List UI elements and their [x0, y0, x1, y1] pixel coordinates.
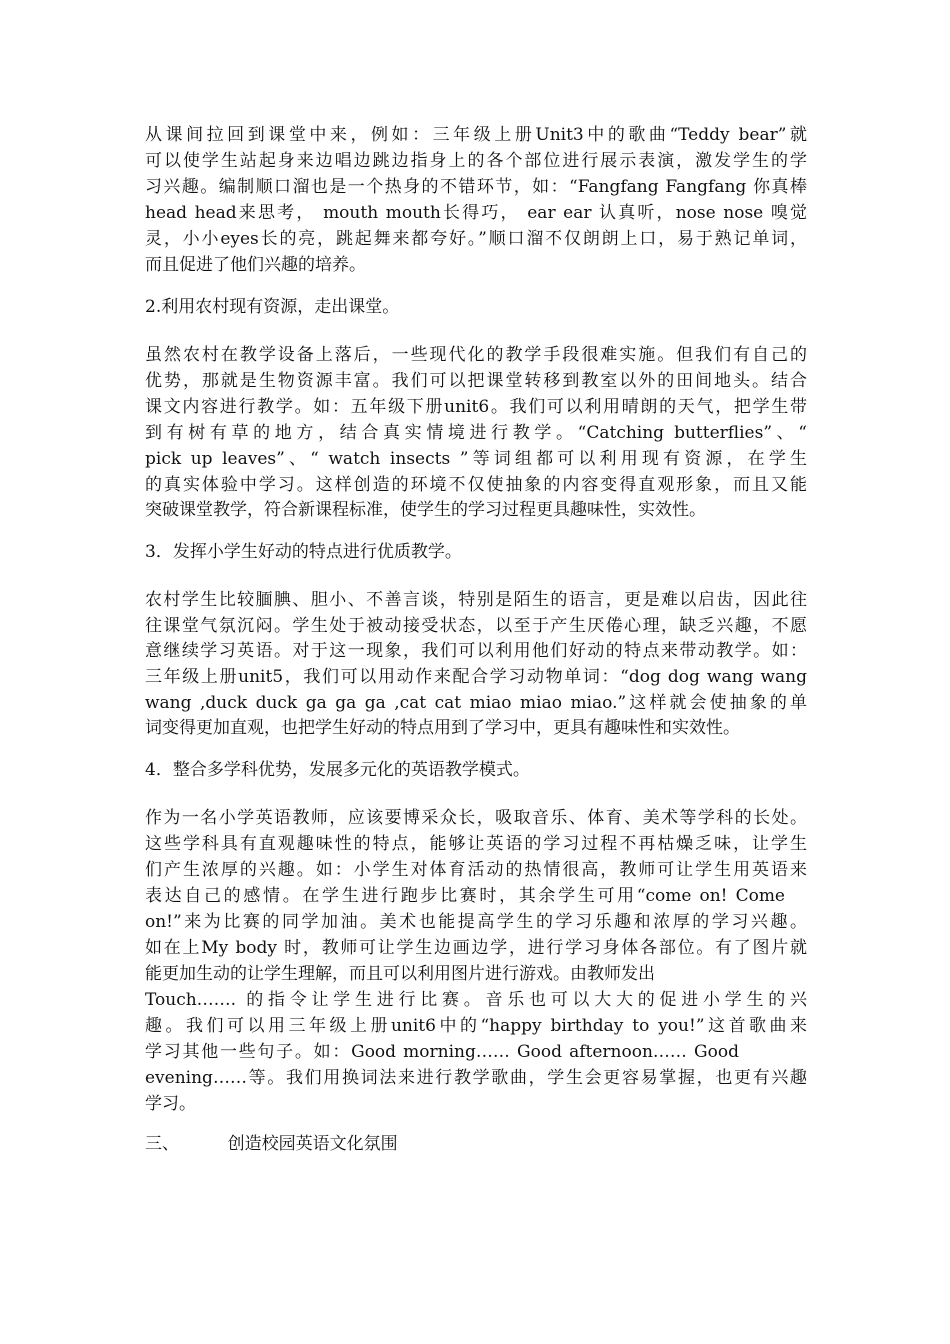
paragraph-2-line-5: pick up leaves”、“ watch insects ”等词组都可以利用现有资源，在学生 [145, 449, 807, 469]
paragraph-1-line-1: 从课间拉回到课堂中来，例如：三年级上册Unit3中的歌曲“Teddy bear”就 [145, 125, 807, 145]
paragraph-4-line-1: 作为一名小学英语教师，应该要博采众长，吸取音乐、体育、美术等学科的长处。 [145, 808, 807, 828]
paragraph-4-line-3: 们产生浓厚的兴趣。如：小学生对体育活动的热情很高，教师可让学生用英语来 [145, 860, 807, 880]
paragraph-2-line-2: 优势，那就是生物资源丰富。我们可以把课堂转移到教室以外的田间地头。结合 [145, 371, 807, 391]
section-heading-2: 2.利用农村现有资源，走出课堂。 [145, 297, 400, 317]
paragraph-4-line-2: 这些学科具有直观趣味性的特点，能够让英语的学习过程不再枯燥乏味，让学生 [145, 834, 807, 854]
paragraph-3-line-6: 词变得更加直观，也把学生好动的特点用到了学习中，更具有趣味性和实效性。 [145, 718, 740, 738]
section-heading-3: 3．发挥小学生好动的特点进行优质教学。 [145, 542, 462, 562]
paragraph-2-line-4: 到有树有草的地方，结合真实情境进行教学。“Catching butterflies”、“ [145, 423, 807, 443]
section-heading-4: 4．整合多学科优势，发展多元化的英语教学模式。 [145, 760, 530, 780]
paragraph-3-line-2: 往课堂气氛沉闷。学生处于被动接受状态，以至于产生厌倦心理，缺乏兴趣，不愿 [145, 616, 807, 636]
paragraph-2-line-7: 突破课堂教学，符合新课程标准，使学生的学习过程更具趣味性，实效性。 [145, 500, 706, 520]
paragraph-4-line-5: on!”来为比赛的同学加油。美术也能提高学生的学习乐趣和浓厚的学习兴趣。 [145, 912, 807, 932]
paragraph-4-line-7: 能更加生动的让学生理解，而且可以利用图片进行游戏。由教师发出 [145, 964, 655, 984]
paragraph-3-line-5: wang ,duck duck ga ga ga ,cat cat miao miao miao.”这样就会使抽象的单 [145, 693, 807, 713]
paragraph-4-line-4: 表达自己的感情。在学生进行跑步比赛时，其余学生可用“come on! Come [145, 886, 785, 906]
paragraph-4-line-9: 趣。我们可以用三年级上册unit6中的“happy birthday to you!”这首歌曲来 [145, 1016, 807, 1036]
paragraph-4-line-8: Touch……. 的指令让学生进行比赛。音乐也可以大大的促进小学生的兴 [145, 990, 807, 1010]
paragraph-4-line-10: 学习其他一些句子。如：Good morning…… Good afternoon…… Good [145, 1042, 739, 1062]
paragraph-2-line-3: 课文内容进行教学。如：五年级下册unit6。我们可以利用晴朗的天气，把学生带 [145, 397, 807, 417]
paragraph-1-line-4: head head来思考， mouth mouth长得巧， ear ear 认真听，nose nose 嗅觉 [145, 203, 807, 223]
paragraph-1-line-2: 可以使学生站起身来边唱边跳边指身上的各个部位进行展示表演，激发学生的学 [145, 151, 807, 171]
paragraph-1-line-3: 习兴趣。编制顺口溜也是一个热身的不错环节，如：“Fangfang Fangfang 你真棒 [145, 177, 807, 197]
paragraph-4-line-11: evening……等。我们用换词法来进行教学歌曲，学生会更容易掌握，也更有兴趣 [145, 1068, 807, 1088]
paragraph-2-line-6: 的真实体验中学习。这样创造的环境不仅使抽象的内容变得直观形象，而且又能 [145, 475, 807, 495]
paragraph-1-line-6: 而且促进了他们兴趣的培养。 [145, 255, 366, 275]
paragraph-1-line-5: 灵，小小eyes长的亮，跳起舞来都夸好。”顺口溜不仅朗朗上口，易于熟记单词， [145, 229, 807, 249]
section-heading-three: 三、 创造校园英语文化氛围 [145, 1134, 398, 1154]
paragraph-4-line-6: 如在上My body 时，教师可让学生边画边学，进行学习身体各部位。有了图片就 [145, 938, 807, 958]
paragraph-3-line-1: 农村学生比较腼腆、胆小、不善言谈，特别是陌生的语言，更是难以启齿，因此往 [145, 590, 807, 610]
paragraph-3-line-4: 三年级上册unit5，我们可以用动作来配合学习动物单词：“dog dog wang wang [145, 667, 807, 687]
paragraph-2-line-1: 虽然农村在教学设备上落后，一些现代化的教学手段很难实施。但我们有自己的 [145, 345, 807, 365]
paragraph-4-line-12: 学习。 [145, 1094, 196, 1114]
paragraph-3-line-3: 意继续学习英语。对于这一现象，我们可以利用他们好动的特点来带动教学。如： [145, 641, 807, 661]
